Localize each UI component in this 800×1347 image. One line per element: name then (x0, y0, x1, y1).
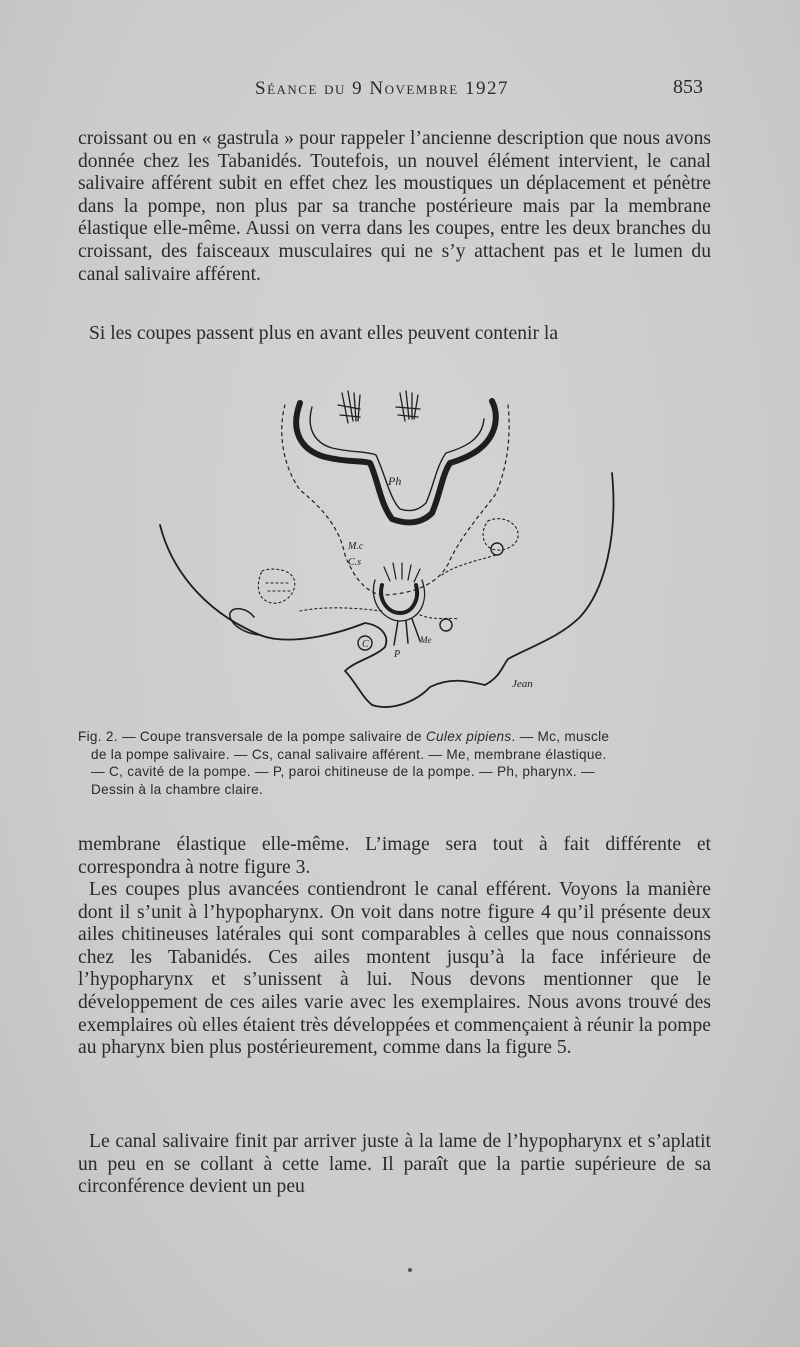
label-mc: M.c (348, 541, 364, 552)
caption-species: Culex pipiens (425, 729, 512, 744)
caption-line-1 (78, 728, 711, 746)
caption-line-1-prefix: Fig. 2. — Coupe transversale de la pompe salivaire de (78, 729, 426, 744)
muscle-bundles (338, 391, 420, 423)
label-p: P (394, 649, 401, 660)
salivary-pump (381, 585, 417, 613)
left-gland (258, 569, 294, 603)
artist-signature: Jean (512, 678, 533, 690)
paragraph-2: Si les coupes passent plus en avant elles peuvent contenir la (89, 323, 559, 344)
label-ph: Ph (388, 474, 402, 488)
running-head: Séance du 9 Novembre 1927 (255, 78, 509, 99)
caption-line-3: — C, cavité de la pompe. — P, paroi chitineuse de la pompe. — Ph, pharynx. — (91, 764, 595, 779)
caption-line-1-suffix: . — Mc, muscle (511, 729, 610, 744)
pump-muscles (384, 563, 420, 582)
figure-salivary-pump-section (150, 385, 630, 720)
print-speck (408, 1268, 412, 1272)
paragraph-5: Le canal salivaire finit par arriver juste à la lame de l’hypopharynx et s’aplatit un peu en se collant à cette lame. Il paraît que la partie supérieure de sa circonférence devient un peu (78, 1131, 711, 1198)
label-cs: C.s (348, 557, 362, 568)
inner-outline (282, 405, 509, 595)
paragraph-4: Les coupes plus avancées contiendront le canal efférent. Voyons la manière dont il s’unit à l’hypopharynx. On voit dans notre figure 4 qu’il présente deux ailes chitineuses latérales qui sont comparables à celles que nous connaissons chez les Tabanidés. Ces ailes montent jusqu’à la face inférieure de l’hypopharynx et s’unissent à lui. Nous devons mentionner que le développement de ces ailes varie avec les exemplaires. Nous avons trouvé des exemplaires où elles étaient très développées et commençaient à réunir la pompe au pharynx bien plus postérieurement, comme dans la figure 5. (78, 879, 711, 1059)
caption-line-2: de la pompe salivaire. — Cs, canal salivaire afférent. — Me, membrane élastique. (91, 746, 607, 762)
paragraph-1: croissant ou en « gastrula » pour rappeler l’ancienne description que nous avons donnée chez les Tabanidés. Toutefois, un nouvel élément intervient, le canal salivaire afférent subit en effet chez les moustiques un déplacement et pénètre dans la pompe, non plus par sa tranche postérieure mais par la membrane élastique elle-même. Aussi on verra dans les coupes, entre les deux branches du croissant, des faisceaux musculaires qui ne s’y attachent pas et le lumen du canal salivaire afférent. (78, 128, 711, 285)
paragraph-3: membrane élastique elle-même. L’image sera tout à fait différente et correspondra à notre figure 3. (78, 834, 711, 878)
label-c: C (362, 639, 369, 650)
label-me: Me (420, 635, 432, 645)
right-gland (483, 519, 518, 550)
caption-line-4: Dessin à la chambre claire. (91, 781, 264, 797)
page-number: 853 (673, 76, 703, 98)
figure-caption (78, 728, 711, 798)
